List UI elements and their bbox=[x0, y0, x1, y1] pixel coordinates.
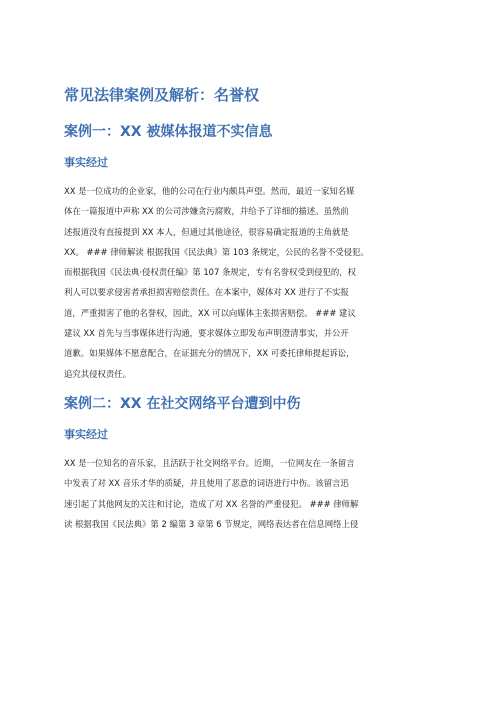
text-line: 体在一篇报道中声称 XX 的公司涉嫌贪污腐败，并给予了详细的描述。虽然前 bbox=[64, 206, 349, 217]
case-one-facts-heading: 事实经过 bbox=[64, 156, 108, 169]
case-two-facts-heading: 事实经过 bbox=[64, 427, 108, 441]
text-line: 道，严重损害了他的名誉权，因此，XX 可以向媒体主张损害赔偿。 ### 建议 bbox=[64, 307, 356, 318]
case-two-heading: 案例二：XX 在社交网络平台遭到中伤 bbox=[64, 395, 301, 412]
text-line: 中发表了对 XX 音乐才华的质疑，并且使用了恶意的词语进行中伤。该留言迅 bbox=[64, 478, 349, 489]
case-two-section bbox=[64, 394, 444, 534]
text-line: XX 是一位成功的企业家，他的公司在行业内颇具声望。然而，最近一家知名媒 bbox=[64, 186, 355, 196]
text-line: 道歉。如果媒体不愿意配合，在证据充分的情况下，XX 可委托律师提起诉讼， bbox=[64, 348, 355, 359]
text-line: 而根据我国《民法典·侵权责任编》第 107 条规定，专有名誉权受到侵犯的，权 bbox=[64, 267, 356, 278]
text-line: 利人可以要求侵害者承担损害赔偿责任。在本案中，媒体对 XX 进行了不实报 bbox=[64, 287, 349, 298]
case-one-body bbox=[64, 181, 444, 384]
text-line: 述报道没有直接提到 XX 本人，但通过其他途径，很容易确定报道的主角就是 bbox=[64, 226, 349, 237]
text-line: XX。 ### 律师解读 根据我国《民法典》第 103 条规定，公民的名誉不受侵犯。 bbox=[64, 246, 369, 257]
case-one-section bbox=[64, 122, 444, 384]
text-line: 建议 XX 首先与当事媒体进行沟通，要求媒体立即发布声明澄清事实，并公开 bbox=[64, 328, 349, 339]
case-two-body bbox=[64, 453, 444, 534]
text-line: 速引起了其他网友的关注和讨论，造成了对 XX 名誉的严重侵犯。 ### 律师解 bbox=[64, 498, 359, 509]
text-line: 追究其侵权责任。 bbox=[64, 368, 131, 379]
document-title: 常见法律案例及解析：名誉权 bbox=[64, 86, 260, 104]
text-line: XX 是一位知名的音乐家，且活跃于社交网络平台。近期，一位网友在一条留言 bbox=[64, 457, 355, 468]
case-one-heading: 案例一：XX 被媒体报道不实信息 bbox=[64, 124, 273, 140]
text-line: 读 根据我国《民法典》第 2 编第 3 章第 6 节规定，网络表达者在信息网络上侵 bbox=[64, 518, 359, 529]
